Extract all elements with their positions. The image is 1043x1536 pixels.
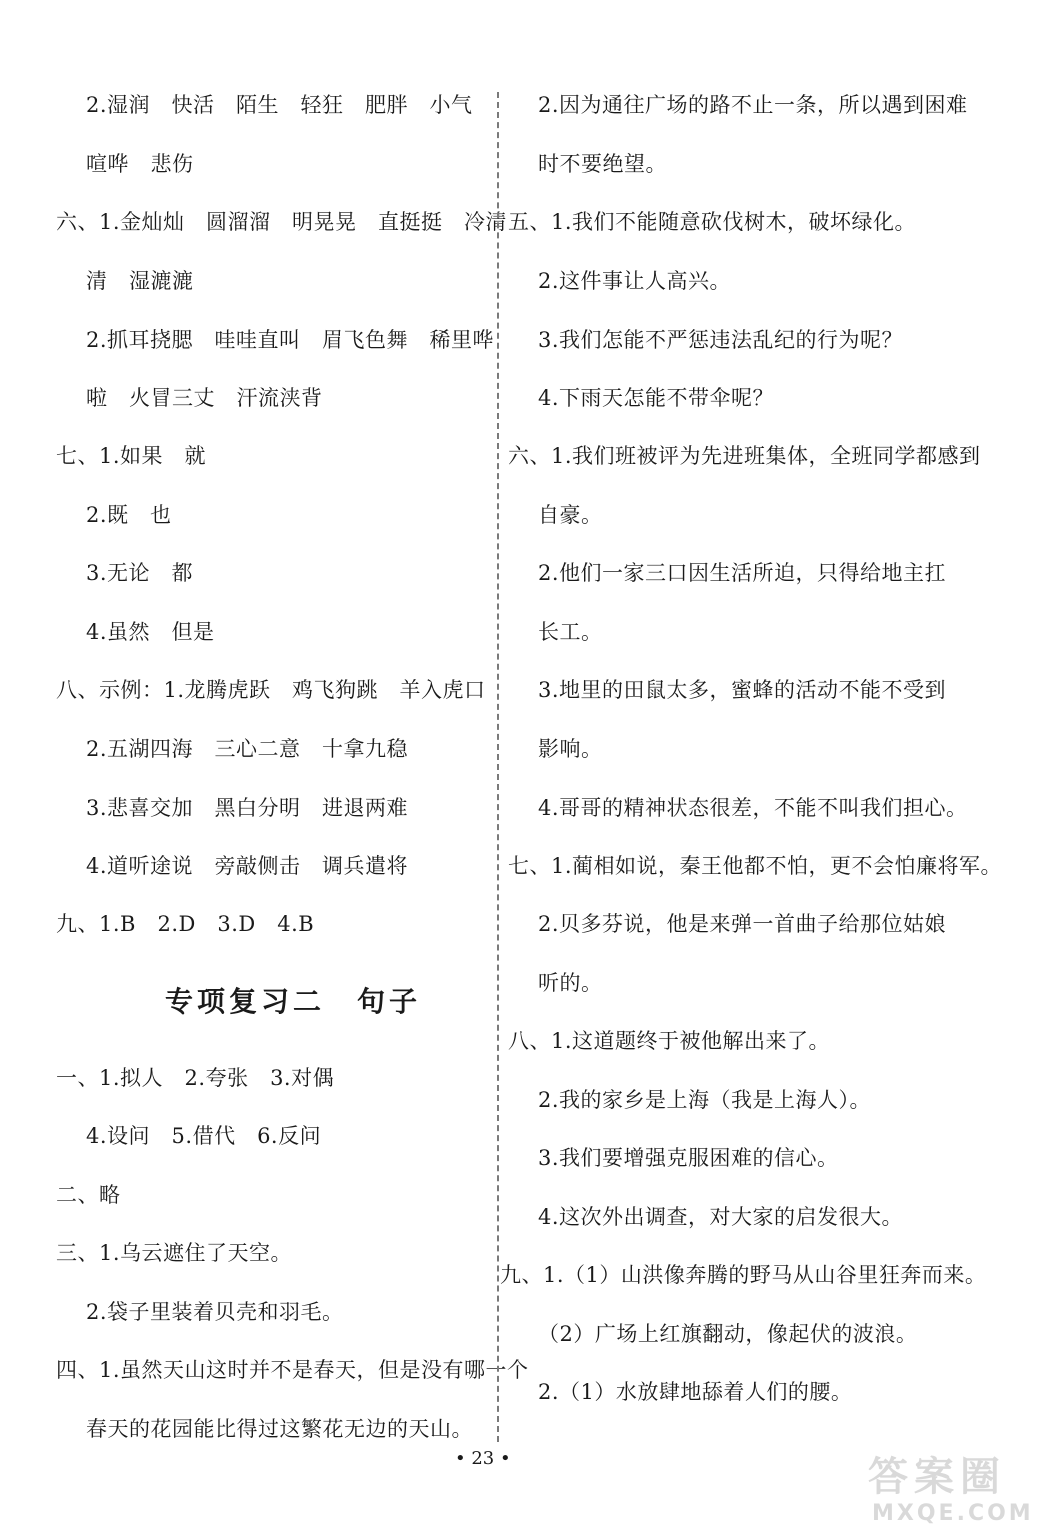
answer-line: 3.我们要增强克服困难的信心。 [538, 1146, 839, 1170]
answer-line: 3.地里的田鼠太多，蜜蜂的活动不能不受到 [538, 678, 947, 702]
answer-line: 4.虽然 但是 [86, 620, 215, 644]
answer-line: 2.（1）水放肆地舔着人们的腰。 [538, 1380, 853, 1404]
answer-line: 2.我的家乡是上海（我是上海人）。 [538, 1088, 872, 1112]
answer-line: 2.这件事让人高兴。 [538, 269, 732, 293]
answer-line: 2.湿润 快活 陌生 轻狂 肥胖 小气 [86, 93, 473, 117]
answer-line: 4.下雨天怎能不带伞呢？ [538, 386, 775, 410]
answer-line: 听的。 [538, 971, 603, 995]
answer-line: 4.这次外出调查，对大家的启发很大。 [538, 1205, 904, 1229]
answer-line: 七、1.如果 就 [56, 444, 207, 468]
watermark-text: 答案圈 [868, 1454, 1006, 1500]
answer-line: 二、略 [56, 1183, 121, 1207]
answer-line: 2.贝多芬说，他是来弹一首曲子给那位姑娘 [538, 912, 947, 936]
answer-line: 3.悲喜交加 黑白分明 进退两难 [86, 796, 409, 820]
answer-line: 九、1.（1）山洪像奔腾的野马从山谷里狂奔而来。 [500, 1263, 987, 1287]
answer-line: 2.袋子里装着贝壳和羽毛。 [86, 1300, 344, 1324]
answer-line: 六、1.我们班被评为先进班集体，全班同学都感到 [508, 444, 981, 468]
watermark-url: MXQE.COM [872, 1501, 1034, 1526]
answer-line: （2）广场上红旗翻动，像起伏的波浪。 [538, 1322, 918, 1346]
answer-line: 时不要绝望。 [538, 152, 667, 176]
answer-line: 啦 火冒三丈 汗流浃背 [86, 386, 323, 410]
page-number: • 23 • [455, 1448, 511, 1469]
answer-line: 九、1.B 2.D 3.D 4.B [56, 912, 315, 936]
answer-line: 2.抓耳挠腮 哇哇直叫 眉飞色舞 稀里哗 [86, 328, 495, 352]
answer-line: 3.无论 都 [86, 561, 194, 585]
answer-line: 清 湿漉漉 [86, 269, 194, 293]
answer-line: 一、1.拟人 2.夸张 3.对偶 [56, 1066, 335, 1090]
answer-line: 2.因为通往广场的路不止一条，所以遇到困难 [538, 93, 968, 117]
answer-line: 七、1.蔺相如说，秦王他都不怕，更不会怕廉将军。 [508, 854, 1003, 878]
section-title: 专项复习二 句子 [165, 985, 422, 1018]
watermark-logo [860, 1455, 1035, 1530]
answer-line: 2.既 也 [86, 503, 172, 527]
answer-line: 六、1.金灿灿 圆溜溜 明晃晃 直挺挺 冷清 [56, 210, 508, 234]
answer-line: 四、1.虽然天山这时并不是春天，但是没有哪一个 [56, 1358, 529, 1382]
column-divider [497, 92, 499, 1442]
answer-line: 春天的花园能比得过这繁花无边的天山。 [86, 1417, 473, 1441]
answer-line: 3.我们怎能不严惩违法乱纪的行为呢？ [538, 328, 904, 352]
answer-line: 4.哥哥的精神状态很差，不能不叫我们担心。 [538, 796, 968, 820]
answer-line: 喧哗 悲伤 [86, 152, 194, 176]
answer-line: 五、1.我们不能随意砍伐树木，破坏绿化。 [508, 210, 917, 234]
answer-line: 2.他们一家三口因生活所迫，只得给地主扛 [538, 561, 947, 585]
answer-line: 三、1.乌云遮住了天空。 [56, 1241, 293, 1265]
answer-line: 自豪。 [538, 503, 603, 527]
answer-line: 长工。 [538, 620, 603, 644]
answer-line: 4.设问 5.借代 6.反问 [86, 1124, 322, 1148]
answer-line: 八、示例：1.龙腾虎跃 鸡飞狗跳 羊入虎口 [56, 678, 486, 702]
answer-line: 影响。 [538, 737, 603, 761]
answer-line: 八、1.这道题终于被他解出来了。 [508, 1029, 831, 1053]
answer-line: 4.道听途说 旁敲侧击 调兵遣将 [86, 854, 409, 878]
answer-line: 2.五湖四海 三心二意 十拿九稳 [86, 737, 409, 761]
